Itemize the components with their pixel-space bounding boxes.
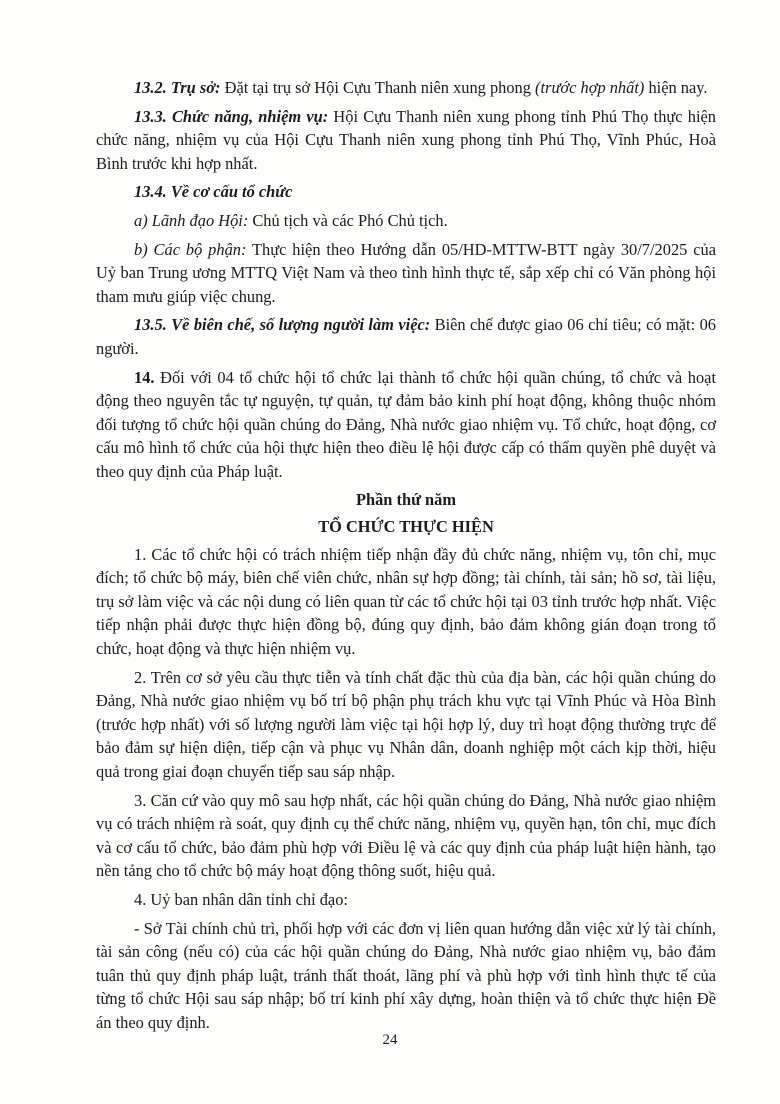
item-4: 4. Uỷ ban nhân dân tỉnh chỉ đạo:	[134, 890, 348, 909]
section-13-2-text: Đặt tại trụ sở Hội Cựu Thanh niên xung phong	[220, 78, 536, 97]
section-13-2-italic: (trước hợp nhất)	[535, 78, 645, 97]
section-13-3-text: Hội Cựu Thanh niên xung phong tỉnh Phú Thọ thực hiện chức năng, nhiệm vụ của Hội Cựu Thanh niên xung phong tỉnh Phú Thọ, Vĩnh Phúc, Hoà Bình trước khi hợp nhất.	[96, 106, 716, 173]
page-number: 24	[382, 1032, 398, 1048]
section-14	[96, 366, 716, 484]
section-13-4-b	[96, 238, 716, 309]
section-14-text: Đối với 04 tổ chức hội tổ chức lại thành tổ chức hội quần chúng, tổ chức và hoạt động theo nguyên tắc tự nguyện, tự quản, tự đảm bảo kinh phí hoạt động, không thuộc nhóm đối tượng tổ chức hội quần chúng do Đảng, Nhà nước giao nhiệm vụ. Tổ chức, hoạt động, cơ cấu mô hình tổ chức của hội thực hiện theo điều lệ hội được cấp có thẩm quyền phê duyệt và theo quy định của Pháp luật.	[96, 367, 716, 481]
section-13-4-b-label: b) Các bộ phận:	[134, 239, 247, 259]
section-13-4-heading-text: 13.4. Về cơ cấu tổ chức	[134, 182, 293, 202]
section-13-4-a-text: Chủ tịch và các Phó Chủ tịch.	[248, 210, 448, 230]
part-subtitle: TỔ CHỨC THỰC HIỆN	[318, 517, 494, 537]
section-13-5-heading: 13.5. Về biên chế, số lượng người làm việc:	[134, 315, 431, 335]
item-3: 3. Căn cứ vào quy mô sau hợp nhất, các hội quần chúng do Đảng, Nhà nước giao nhiệm vụ có trách nhiệm rà soát, quy định cụ thể chức năng, nhiệm vụ, quyền hạn, tôn chỉ, mục đích và cơ cấu tổ chức, bảo đảm phù hợp với Điều lệ và các quy định của pháp luật hiện hành, tạo nền tảng cho tổ chức bộ máy hoạt động thông suốt, hiệu quả.	[96, 790, 716, 881]
item-4-dash: - Sở Tài chính chủ trì, phối hợp với các đơn vị liên quan hướng dẫn việc xử lý tài chính, tài sản công (nếu có) của các hội quần chúng do Đảng, Nhà nước giao nhiệm vụ, bảo đảm tuân thủ quy định pháp luật, tránh thất thoát, lãng phí và phù hợp với tình hình thực tế của từng tổ chức Hội sau sáp nhập; bố trí kinh phí xây dựng, hoàn thiện và tổ chức thực hiện Đề án theo quy định.	[96, 918, 716, 1032]
part-title: Phần thứ năm	[355, 489, 456, 509]
section-13-2-heading: 13.2. Trụ sở:	[134, 78, 221, 97]
item-2: 2. Trên cơ sở yêu cầu thực tiễn và tính chất đặc thù của địa bàn, các hội quần chúng do Đảng, Nhà nước giao nhiệm vụ bố trí bộ phận phụ trách khu vực tại Vĩnh Phúc và Hòa Bình (trước hợp nhất) với số lượng người làm việc tại hội hợp lý, duy trì hoạt động thường trực để bảo đảm sự hiện diện, tiếp cận và phục vụ Nhân dân, doanh nghiệp một cách kịp thời, hiệu quả trong giai đoạn chuyển tiếp sau sáp nhập.	[96, 667, 716, 782]
section-14-heading: 14.	[134, 367, 155, 387]
page-content	[96, 76, 716, 1035]
section-13-3-heading: 13.3. Chức năng, nhiệm vụ:	[134, 106, 329, 126]
section-13-2-tail: hiện nay.	[644, 78, 708, 97]
section-13-5-text: Biên chế được giao 06 chỉ tiêu; có mặt: 06 người.	[96, 315, 716, 358]
section-13-3	[96, 105, 716, 176]
item-1: 1. Các tổ chức hội có trách nhiệm tiếp nhận đầy đủ chức năng, nhiệm vụ, tôn chỉ, mục đích; tổ chức bộ máy, biên chế viên chức, nhân sự hợp đồng; tài chính, tài sản; hồ sơ, tài liệu, trụ sở làm việc và các nội dung có liên quan từ các tổ chức hội tại 03 tỉnh trước hợp nhất. Việc tiếp nhận phải được thực hiện đồng bộ, đúng quy định, bảo đảm không gián đoạn trong tổ chức, hoạt động và thực hiện nhiệm vụ.	[96, 544, 716, 659]
section-13-4-a-label: a) Lãnh đạo Hội:	[134, 210, 249, 230]
section-13-4-b-text: Thực hiện theo Hướng dẫn 05/HD-MTTW-BTT ngày 30/7/2025 của Uỷ ban Trung ương MTTQ Việt Nam và theo tình hình thực tế, sắp xếp chỉ có Văn phòng hội tham mưu giúp việc chung.	[96, 239, 716, 306]
section-13-5	[96, 313, 716, 360]
section-13-2	[96, 76, 716, 100]
section-13-4-heading	[96, 180, 716, 204]
section-13-4-a	[96, 209, 716, 233]
